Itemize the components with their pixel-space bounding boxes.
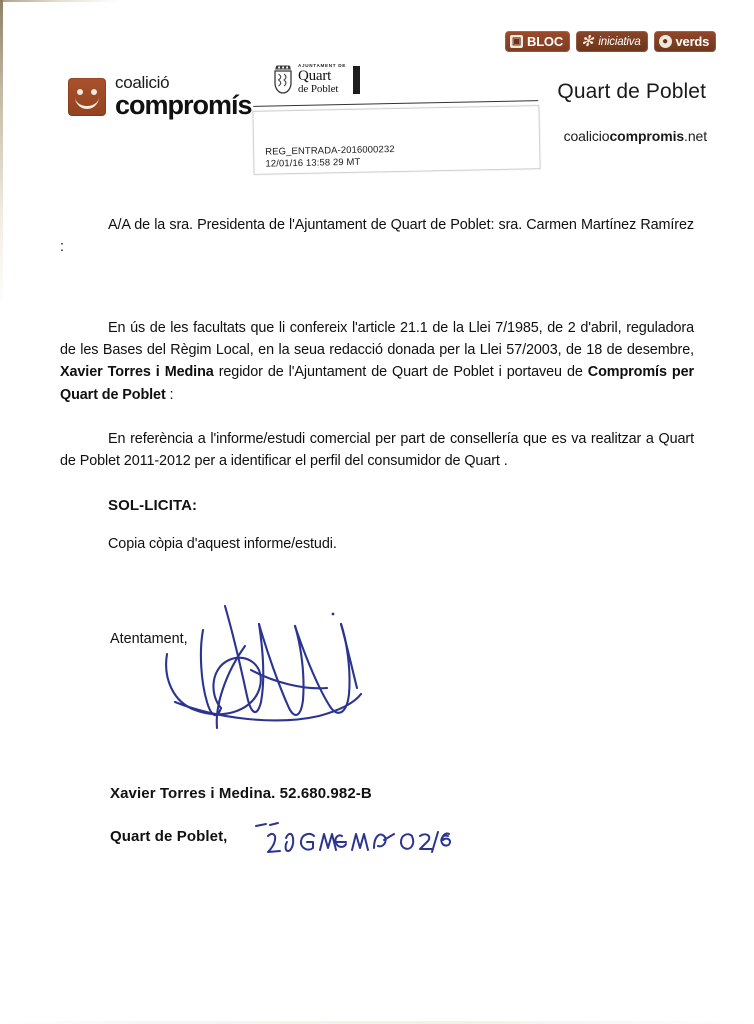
- signer-name-and-id: Xavier Torres i Medina. 52.680.982-B: [110, 785, 372, 802]
- ajuntament-seal: [272, 64, 360, 95]
- party-logo-bar: [505, 31, 716, 52]
- smiley-face-icon: [68, 78, 106, 116]
- logo-verds-label: verds: [675, 34, 710, 49]
- para1-text1: En ús de les facultats que li confereix l'article 21.1 de la Llei 7/1985, de 2 d'abril, reguladora de les Bases del Règim Local, en la seua redacció donada per la Llei 57/2003, de 18 de desembre,: [60, 319, 694, 358]
- logo-iniciativa-label: iniciativa: [598, 35, 641, 48]
- para1-text2: regidor de l'Ajuntament de Quart de Poblet i portaveu de: [213, 364, 588, 381]
- brand-line-compromis: compromís: [115, 90, 252, 120]
- request-line: Copia còpia d'aquest informe/estudi.: [108, 535, 337, 552]
- sollicita-heading: SOL-LICITA:: [108, 496, 198, 514]
- seal-text: [298, 64, 346, 95]
- stamp-datetime: 12/01/16 13:58 29 MT: [265, 156, 361, 170]
- addressee-line: A/A de la sra. Presidenta de l'Ajuntament de Quart de Poblet: sra. Carmen Martínez Ramírez :: [60, 217, 694, 256]
- seal-line-poblet: de Poblet: [298, 82, 339, 95]
- logo-verds: [654, 31, 717, 52]
- logo-iniciativa: [576, 31, 647, 52]
- handwritten-date: [252, 818, 472, 858]
- para1-bold-name: Xavier Torres i Medina: [60, 364, 214, 381]
- logo-bloc: [505, 31, 570, 52]
- spacer: [60, 406, 694, 428]
- paragraph-reference: En referència a l'informe/estudi comercial per part de consellería que es va realitzar a Quart de Poblet 2011-2012 per a identificar el perfil del consumidor de Quart .: [60, 430, 694, 470]
- bloc-mark-icon: ▣: [511, 35, 522, 47]
- para1-text3: :: [165, 386, 174, 403]
- website-bold: compromis: [609, 128, 685, 144]
- seal-divider: [353, 66, 360, 94]
- letter-body: [60, 214, 694, 552]
- smiley-eye-left: [77, 89, 83, 95]
- header-website: [564, 128, 707, 144]
- coat-of-arms-icon: [272, 65, 294, 95]
- seal-top-text: AJUNTAMENT DE: [298, 63, 347, 68]
- smiley-eye-right: [91, 89, 97, 95]
- smiley-mouth: [75, 95, 99, 109]
- barcode-icon: [264, 111, 531, 143]
- spacer: [60, 259, 694, 317]
- para1-bold-group: Compromís per Quart de Poblet: [60, 364, 694, 403]
- compromis-wordmark: [115, 74, 252, 119]
- signature-block: [60, 600, 694, 860]
- signature-mark: [155, 590, 405, 740]
- place-label: Quart de Poblet,: [110, 828, 228, 845]
- brand-line-coalicio: coalició: [115, 73, 170, 92]
- spacer: [60, 473, 694, 497]
- scan-edge-artifact: [0, 0, 3, 310]
- stamp-reference: REG_ENTRADA-2016000232: [265, 144, 395, 158]
- header-town-title: Quart de Poblet: [557, 80, 706, 103]
- website-suffix: .net: [684, 128, 707, 144]
- registry-stamp: [252, 105, 540, 175]
- paragraph-authority: [60, 317, 694, 406]
- website-prefix: coalicio: [563, 128, 610, 144]
- star-icon: ✻: [581, 33, 594, 50]
- stamp-top-rule: [253, 100, 538, 107]
- seal-line-quart: Quart: [298, 67, 332, 84]
- closing-line: Atentament,: [110, 631, 188, 647]
- scan-edge-artifact-top: [0, 0, 120, 2]
- compromis-logo: [68, 74, 252, 119]
- logo-bloc-label: BLOC: [527, 34, 564, 49]
- verds-mark-icon: ●: [659, 35, 672, 48]
